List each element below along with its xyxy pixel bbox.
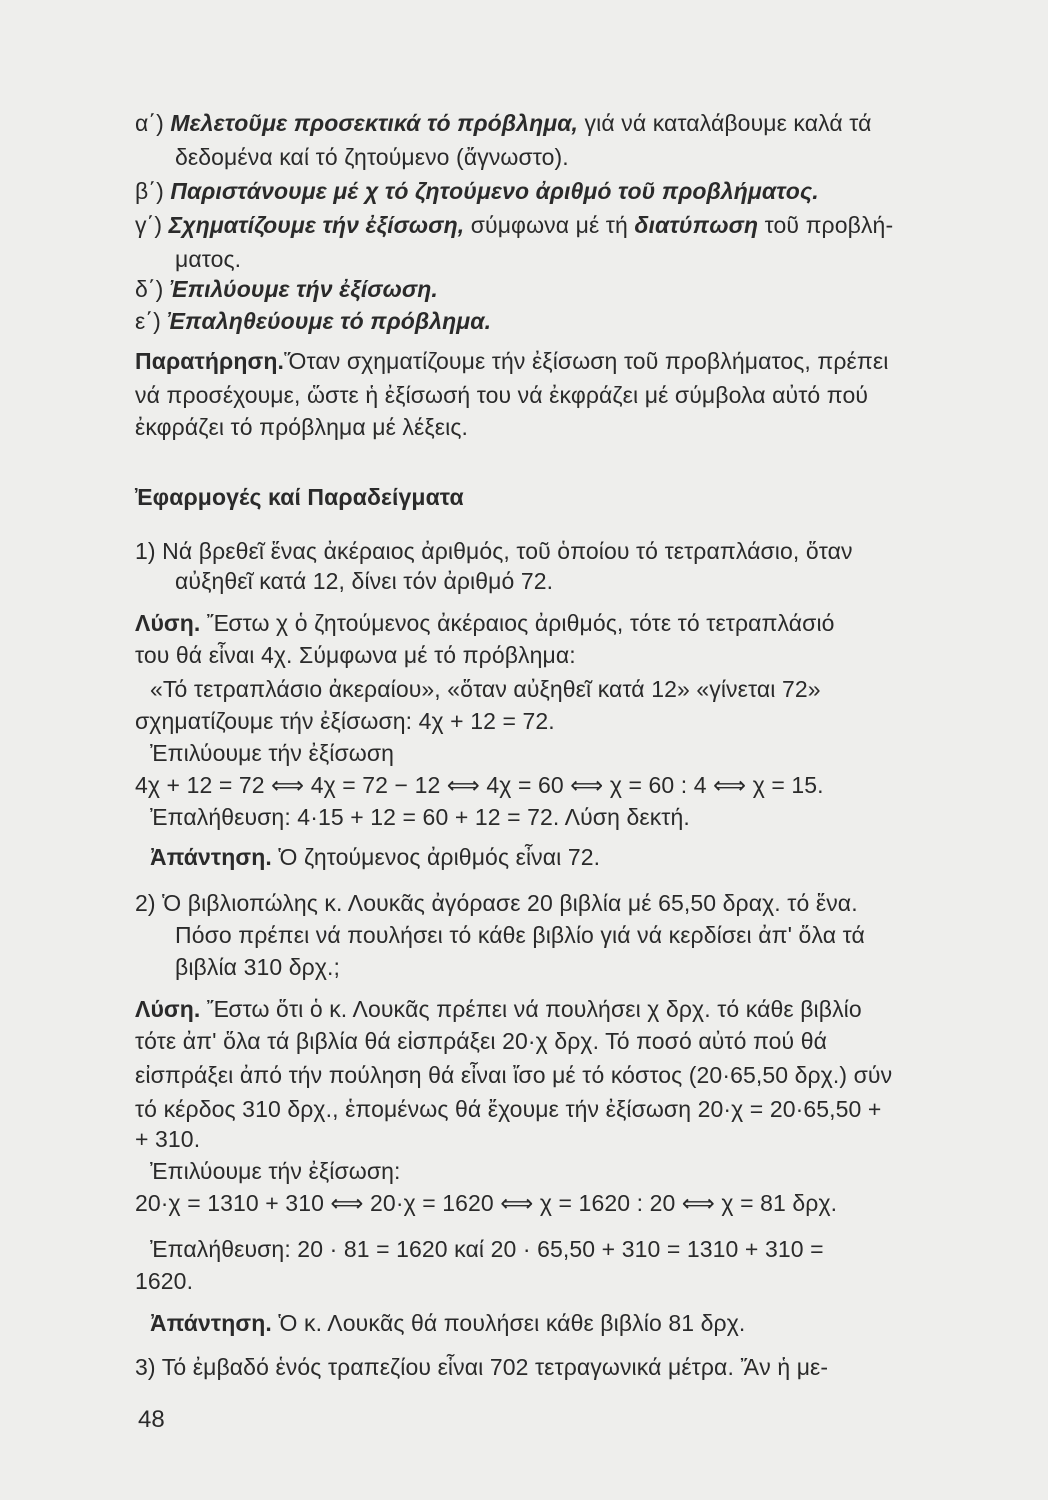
- remark-label: Παρατήρηση.: [135, 348, 284, 374]
- step-marker: γ΄): [135, 212, 163, 238]
- solution-2-line-1: [135, 994, 995, 1024]
- step-a: [135, 108, 995, 138]
- step-d: [135, 274, 995, 304]
- solution-1-line-2: του θά εἶναι 4χ. Σύμφωνα μέ τό πρόβλημα:: [135, 642, 576, 668]
- step-marker: δ΄): [135, 276, 164, 302]
- example-text: Νά βρεθεῖ ἕνας ἀκέραιος ἀριθμός, τοῦ ὁποίου τό τετραπλάσιο, ὅταν: [162, 538, 853, 564]
- answer-text: Ὁ ζητούμενος ἀριθμός εἶναι 72.: [271, 844, 601, 870]
- answer-text: Ὁ κ. Λουκᾶς θά πουλήσει κάθε βιβλίο 81 δρχ.: [271, 1310, 746, 1336]
- solution-1-line-5: Ἐπιλύουμε τήν ἐξίσωση: [150, 740, 395, 766]
- solution-1-line-1: [135, 608, 995, 638]
- remark-line-3: ἐκφράζει τό πρόβλημα μέ λέξεις.: [135, 414, 469, 440]
- solution-2-line-6: Ἐπιλύουμε τήν ἐξίσωση:: [150, 1158, 401, 1184]
- solution-label: Λύση.: [135, 610, 201, 636]
- remark-line-1: [135, 346, 995, 376]
- remark-line-2: νά προσέχουμε, ὥστε ἡ ἐξίσωσή του νά ἐκφράζει μέ σύμβολα αὐτό πού: [135, 382, 869, 408]
- example-text: Τό ἐμβαδό ἑνός τραπεζίου εἶναι 702 τετραγωνικά μέτρα. Ἄν ἡ με-: [161, 1354, 829, 1380]
- step-bold: Μελετοῦμε προσεκτικά τό πρόβλημα,: [170, 110, 579, 136]
- step-bold: Ἐπαληθεύουμε τό πρόβλημα.: [167, 308, 492, 334]
- solution-label: Λύση.: [135, 996, 201, 1022]
- solution-2-check: Ἐπαλήθευση: 20 · 81 = 1620 καί 20 · 65,50 + 310 = 1310 + 310 =: [150, 1236, 824, 1262]
- solution-2-line-3: εἰσπράξει ἀπό τήν πούληση θά εἶναι ἴσο μέ τό κόστος (20·65,50 δρχ.) σύν: [135, 1062, 893, 1088]
- section-title: Ἐφαρμογές καί Παραδείγματα: [135, 484, 464, 510]
- example-3-line-1: [135, 1352, 995, 1382]
- step-marker: β΄): [135, 178, 164, 204]
- example-text: Ὁ βιβλιοπώλης κ. Λουκᾶς ἀγόρασε 20 βιβλία μέ 65,50 δραχ. τό ἕνα.: [162, 890, 858, 916]
- solution-2-line-2: τότε ἀπ' ὅλα τά βιβλία θά εἰσπράξει 20·χ δρχ. Τό ποσό αὐτό πού θά: [135, 1028, 827, 1054]
- solution-1-line-3: «Τό τετραπλάσιο ἀκεραίου», «ὅταν αὐξηθεῖ κατά 12» «γίνεται 72»: [150, 676, 821, 702]
- solution-1-equation: 4χ + 12 = 72 ⟺ 4χ = 72 − 12 ⟺ 4χ = 60 ⟺ χ = 60 : 4 ⟺ χ = 15.: [135, 772, 824, 798]
- example-2-line-2: Πόσο πρέπει νά πουλήσει τό κάθε βιβλίο γιά νά κερδίσει ἀπ' ὅλα τά: [175, 922, 865, 948]
- example-2-line-1: [135, 888, 995, 918]
- step-text: σύμφωνα μέ τή: [464, 212, 635, 238]
- solution-2-check-cont: 1620.: [135, 1268, 194, 1294]
- step-bold: Ἐπιλύουμε τήν ἐξίσωση.: [169, 276, 438, 302]
- solution-1-check: Ἐπαλήθευση: 4·15 + 12 = 60 + 12 = 72. Λύση δεκτή.: [150, 804, 690, 830]
- page-number: 48: [138, 1406, 165, 1433]
- solution-2-line-4: τό κέρδος 310 δρχ., ἑπομένως θά ἔχουμε τήν ἐξίσωση 20·χ = 20·65,50 +: [135, 1096, 882, 1122]
- example-1-line-2: αὐξηθεῖ κατά 12, δίνει τόν ἀριθμό 72.: [175, 568, 554, 594]
- example-2-line-3: βιβλία 310 δρχ.;: [175, 954, 340, 980]
- answer-1: [150, 842, 1010, 872]
- answer-2: [150, 1308, 1010, 1338]
- step-c-cont: ματος.: [175, 246, 242, 272]
- step-bold: Σχηματίζουμε τήν ἐξίσωση,: [168, 212, 465, 238]
- step-text: τοῦ προβλή-: [758, 212, 894, 238]
- answer-label: Ἀπάντηση.: [150, 1310, 272, 1336]
- example-number: 2): [135, 890, 156, 916]
- solution-text: Ἔστω ὅτι ὁ κ. Λουκᾶς πρέπει νά πουλήσει χ δρχ. τό κάθε βιβλίο: [206, 996, 862, 1022]
- step-bold: διατύπωση: [634, 212, 759, 238]
- step-text: γιά νά καταλάβουμε καλά τά: [578, 110, 872, 136]
- step-marker: ε΄): [135, 308, 161, 334]
- solution-text: Ἔστω χ ὁ ζητούμενος ἀκέραιος ἀριθμός, τότε τό τετραπλάσιό: [206, 610, 835, 636]
- solution-2-equation: 20·χ = 1310 + 310 ⟺ 20·χ = 1620 ⟺ χ = 1620 : 20 ⟺ χ = 81 δρχ.: [135, 1190, 838, 1216]
- remark-text: Ὅταν σχηματίζουμε τήν ἐξίσωση τοῦ προβλήματος, πρέπει: [283, 348, 889, 374]
- step-marker: α΄): [135, 110, 164, 136]
- example-number: 1): [135, 538, 156, 564]
- example-1-line-1: [135, 536, 995, 566]
- answer-label: Ἀπάντηση.: [150, 844, 272, 870]
- step-c: [135, 210, 995, 240]
- solution-2-line-5: + 310.: [135, 1126, 201, 1152]
- solution-1-line-4: σχηματίζουμε τήν ἐξίσωση: 4χ + 12 = 72.: [135, 708, 555, 734]
- example-number: 3): [135, 1354, 156, 1380]
- step-bold: Παριστάνουμε μέ χ τό ζητούμενο ἀριθμό τοῦ προβλήματος.: [170, 178, 819, 204]
- step-a-cont: δεδομένα καί τό ζητούμενο (ἄγνωστο).: [175, 144, 569, 170]
- step-e: [135, 306, 995, 336]
- step-b: [135, 176, 995, 206]
